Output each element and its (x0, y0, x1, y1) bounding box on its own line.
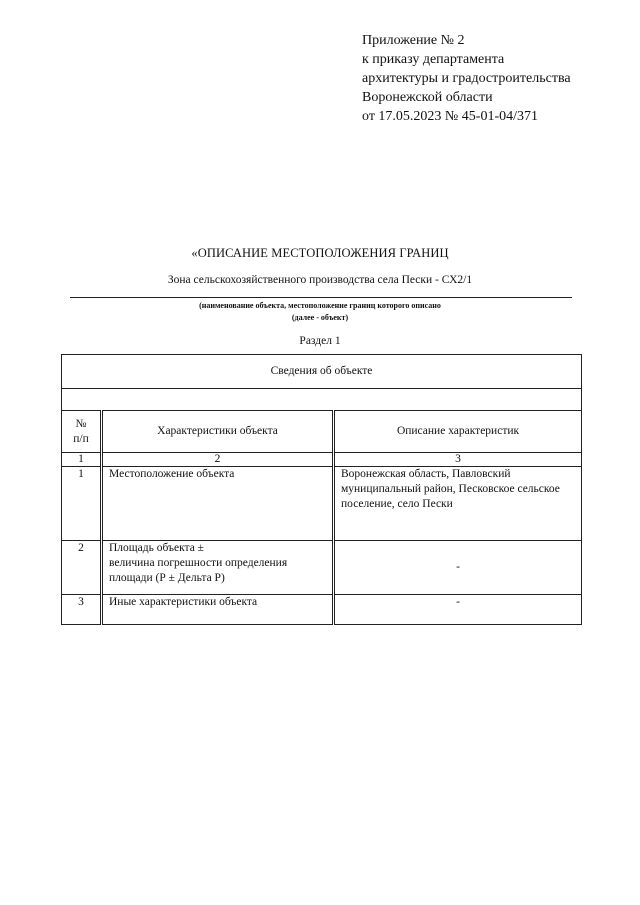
appendix-line: к приказу департамента (362, 52, 505, 67)
table-heading-row (62, 355, 582, 389)
row-num: 3 (62, 595, 102, 625)
object-info-table (61, 354, 582, 625)
col-header-char: Характеристики объекта (102, 411, 334, 453)
table-row (62, 541, 582, 595)
caption-line: (далее - объект) (291, 313, 349, 322)
row-char: Площадь объекта ± величина погрешности определения площади (Р ± Дельта Р) (102, 541, 334, 595)
spacer-cell (62, 389, 582, 411)
table-row (62, 467, 582, 541)
index-cell: 1 (62, 453, 102, 467)
row-desc: - (334, 541, 582, 595)
document-title: «ОПИСАНИЕ МЕСТОПОЛОЖЕНИЯ ГРАНИЦ (191, 246, 449, 260)
appendix-line: архитектуры и градостроительства (362, 71, 571, 86)
table-heading: Сведения об объекте (62, 355, 582, 389)
object-caption (0, 300, 640, 324)
underline-rule (70, 297, 572, 298)
object-name: Зона сельскохозяйственного производства села Пески - СХ2/1 (167, 274, 473, 286)
section-title: Раздел 1 (299, 335, 341, 347)
row-char: Местоположение объекта (102, 467, 334, 541)
table-row (62, 595, 582, 625)
caption-line: (наименование объекта, местоположение границ которого описано (199, 301, 441, 310)
row-desc: - (334, 595, 582, 625)
row-num: 2 (62, 541, 102, 595)
row-num: 1 (62, 467, 102, 541)
appendix-line: Воронежской области (362, 90, 493, 105)
appendix-line: Приложение № 2 (362, 33, 465, 48)
table-spacer-row (62, 389, 582, 411)
index-cell: 3 (334, 453, 582, 467)
row-desc: Воронежская область, Павловский муниципальный район, Песковское сельское поселение, село Пески (334, 467, 582, 541)
col-header-desc: Описание характеристик (334, 411, 582, 453)
col-header-num: № п/п (62, 411, 102, 453)
index-row (62, 453, 582, 467)
appendix-block (362, 31, 571, 126)
row-char: Иные характеристики объекта (102, 595, 334, 625)
index-cell: 2 (102, 453, 334, 467)
column-header-row (62, 411, 582, 453)
appendix-line: от 17.05.2023 № 45-01-04/371 (362, 109, 539, 124)
